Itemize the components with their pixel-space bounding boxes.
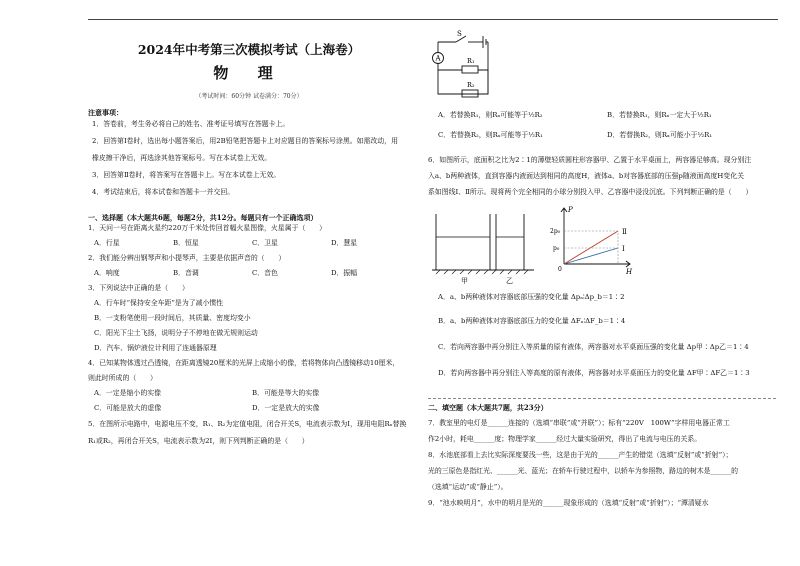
exam-meta: （考试时间：60分钟 试卷满分：70分） — [195, 92, 303, 100]
tick-0: 0 — [558, 266, 562, 273]
question-3: 3．下列说法中正确的是（ ） — [88, 283, 189, 292]
question-1: 1．天问一号在距离火星约220万千米处传回首幅火星图像，火星属于（ ） — [88, 223, 327, 232]
option[interactable]: D．振幅 — [331, 268, 358, 277]
question-5-cont: R₁或R₂，再闭合开关S，电流表示数为2I，则下列判断正确的是（ ） — [88, 436, 309, 445]
option-a[interactable]: A．若替换R₁，则Rₓ可能等于½R₂ — [438, 111, 543, 119]
q6-option-c[interactable]: C．若向两容器中再分别注入等质量的原有液体，两容器对水平桌面压强的变化量 Δp甲∶Δp乙＝1∶4 — [438, 343, 749, 351]
notice-item: 1．答卷前，考生务必将自己的姓名、准考证号填写在答题卡上。 — [92, 119, 290, 128]
option[interactable]: C．卫星 — [252, 238, 278, 247]
question-8-cont2: （选填“运动”或“静止”）。 — [428, 483, 508, 491]
switch-label: S — [457, 30, 462, 38]
notice-item: 橡皮擦干净后，再选涂其他答案标号。写在本试卷上无效。 — [92, 153, 272, 162]
question-8: 8．水池底部看上去比实际深度要浅一些，这是由于光的______产生的错觉（选填“反射”或“折射”）； — [428, 451, 733, 459]
option-b[interactable]: B．若替换R₁，则Rₓ一定大于½R₁ — [607, 111, 712, 119]
question-5: 5．在图所示电路中，电源电压不变，R₁、R₂为定值电阻，闭合开关S，电流表示数为I，现用电阻Rₓ替换 — [88, 419, 407, 428]
notice-item: 2．回答第Ⅰ卷时，选出每小题答案后，用2B铅笔把答题卡上对应题目的答案标号涂黑。如需改动，用 — [92, 136, 398, 145]
r1-label: R₁ — [467, 57, 475, 65]
q6-option-b[interactable]: B．a、b两种液体对容器底部压力的变化量 ΔFₐ∶ΔF_b＝1∶4 — [438, 317, 626, 325]
axis-h-label: H — [626, 268, 633, 276]
question-6-cont: 入a、b两种液体，直到容器内液面达到相同的高度H，液体a、b对容器底部的压强p随液面高度H变化关 — [428, 172, 744, 180]
notice-heading: 注意事项： — [88, 107, 123, 117]
q6-figures — [428, 202, 776, 284]
exam-subject: 物 理 — [213, 63, 285, 82]
q5-options-2 — [428, 128, 776, 142]
option[interactable]: C．音色 — [252, 268, 278, 277]
label-jia: 甲 — [461, 277, 468, 284]
option[interactable]: B．可能是等大的实像 — [252, 388, 320, 397]
r2-label: R₂ — [467, 81, 475, 89]
option[interactable]: C．阳光下尘土飞扬，说明分子不停地在做无规则运动 — [94, 328, 258, 337]
question-6: 6．如图所示，底面积之比为2∶1的薄壁轻质圆柱形容器甲、乙置于水平桌面上，两容器足够高。现分别注 — [428, 156, 752, 164]
notice-item: 3．回答第Ⅱ卷时，将答案写在答题卡上。写在本试卷上无效。 — [92, 170, 281, 179]
pressure-graph — [550, 204, 640, 284]
q4-options — [88, 386, 410, 416]
tick-p0: p₀ — [553, 245, 560, 252]
option-d[interactable]: D．若替换R₂，则Rₓ可能小于½R₁ — [607, 131, 713, 139]
tick-2p0: 2p₀ — [550, 228, 561, 235]
notice-list — [88, 116, 410, 201]
option[interactable]: B．音调 — [173, 268, 199, 277]
option[interactable]: B．恒星 — [173, 238, 199, 247]
option[interactable]: A．一定是缩小的实像 — [94, 388, 161, 397]
exam-title: 2024年中考第三次模拟考试（上海卷） — [137, 42, 361, 57]
circuit-diagram — [428, 24, 528, 102]
containers-diagram — [428, 204, 538, 284]
q5-options — [428, 108, 776, 122]
option[interactable]: D．汽车、锅炉液位计利用了连通器原理 — [94, 343, 217, 352]
q1-options — [88, 236, 410, 251]
question-6-cont2: 系如图线Ⅰ、Ⅱ所示。现将两个完全相同的小球分别投入甲、乙容器中浸没沉底。下列判断正确的是（ ） — [428, 188, 753, 196]
label-yi: 乙 — [506, 277, 513, 284]
header-rule — [88, 19, 778, 20]
option[interactable]: B．一支粉笔使用一段时间后，其质量、密度均变小 — [94, 313, 251, 322]
ammeter-label: A — [435, 54, 441, 63]
question-8-cont: 光的三原色是指红光、______光、蓝光；在轿车行驶过程中，以轿车为参照物，路边的树木是______的 — [428, 467, 739, 475]
line-2-label: Ⅱ — [622, 228, 627, 236]
question-9: 9．“池水映明月”，水中的明月是光的______现象形成的（选填“反射”或“折射”）；“潭清疑水 — [428, 499, 709, 507]
option[interactable]: A．行星 — [94, 238, 120, 247]
option[interactable]: A．响度 — [94, 268, 120, 277]
axis-p-label: P — [568, 206, 573, 214]
option[interactable]: D．慧星 — [331, 238, 358, 247]
right-column — [428, 24, 776, 511]
option[interactable]: D．一定是放大的实像 — [252, 403, 320, 412]
question-4: 4．已知某物体透过凸透镜，在距离透镜20厘米的光屏上成缩小的像，若将物体向凸透镜移动10厘米， — [88, 358, 400, 367]
q6-option-a[interactable]: A．a、b两种液体对容器底部压强的变化量 Δpₐ∶Δp_b＝1∶2 — [438, 293, 625, 301]
left-column — [88, 24, 410, 450]
line-1-label: Ⅰ — [622, 245, 625, 253]
q2-options — [88, 266, 410, 281]
question-2: 2．我们能分辨出钢琴声和小提琴声，主要是依据声音的（ ） — [88, 253, 286, 262]
option[interactable]: A．行车时“保持安全车距”是为了减小惯性 — [94, 298, 224, 307]
option[interactable]: C．可能是放大的虚像 — [94, 403, 162, 412]
section1-heading: 一、选择题（本大题共6题，每题2分，共12分。每题只有一个正确选项） — [88, 212, 318, 222]
section2-heading: 二、填空题（本大题共7题，共23分） — [428, 403, 548, 412]
option-c[interactable]: C．若替换R₂，则Rₓ可能等于½R₁ — [438, 131, 543, 139]
notice-item: 4．考试结束后，将本试卷和答题卡一并交回。 — [92, 187, 235, 196]
section-divider — [428, 398, 776, 399]
question-7: 7．教室里的电灯是______连接的（选填“串联”或“并联”）；标有“220V 100W”字样用电器正常工 — [428, 419, 730, 427]
question-4-cont: 则此时所成的（ ） — [88, 373, 157, 382]
q6-option-d[interactable]: D．若向两容器中再分别注入等高度的原有液体，两容器对水平桌面压力的变化量 ΔF甲∶ΔF乙＝1∶3 — [438, 369, 750, 377]
question-7-cont: 作2小时，耗电______度；物理学家______经过大量实验研究，得出了电流与电压的关系。 — [428, 435, 702, 443]
